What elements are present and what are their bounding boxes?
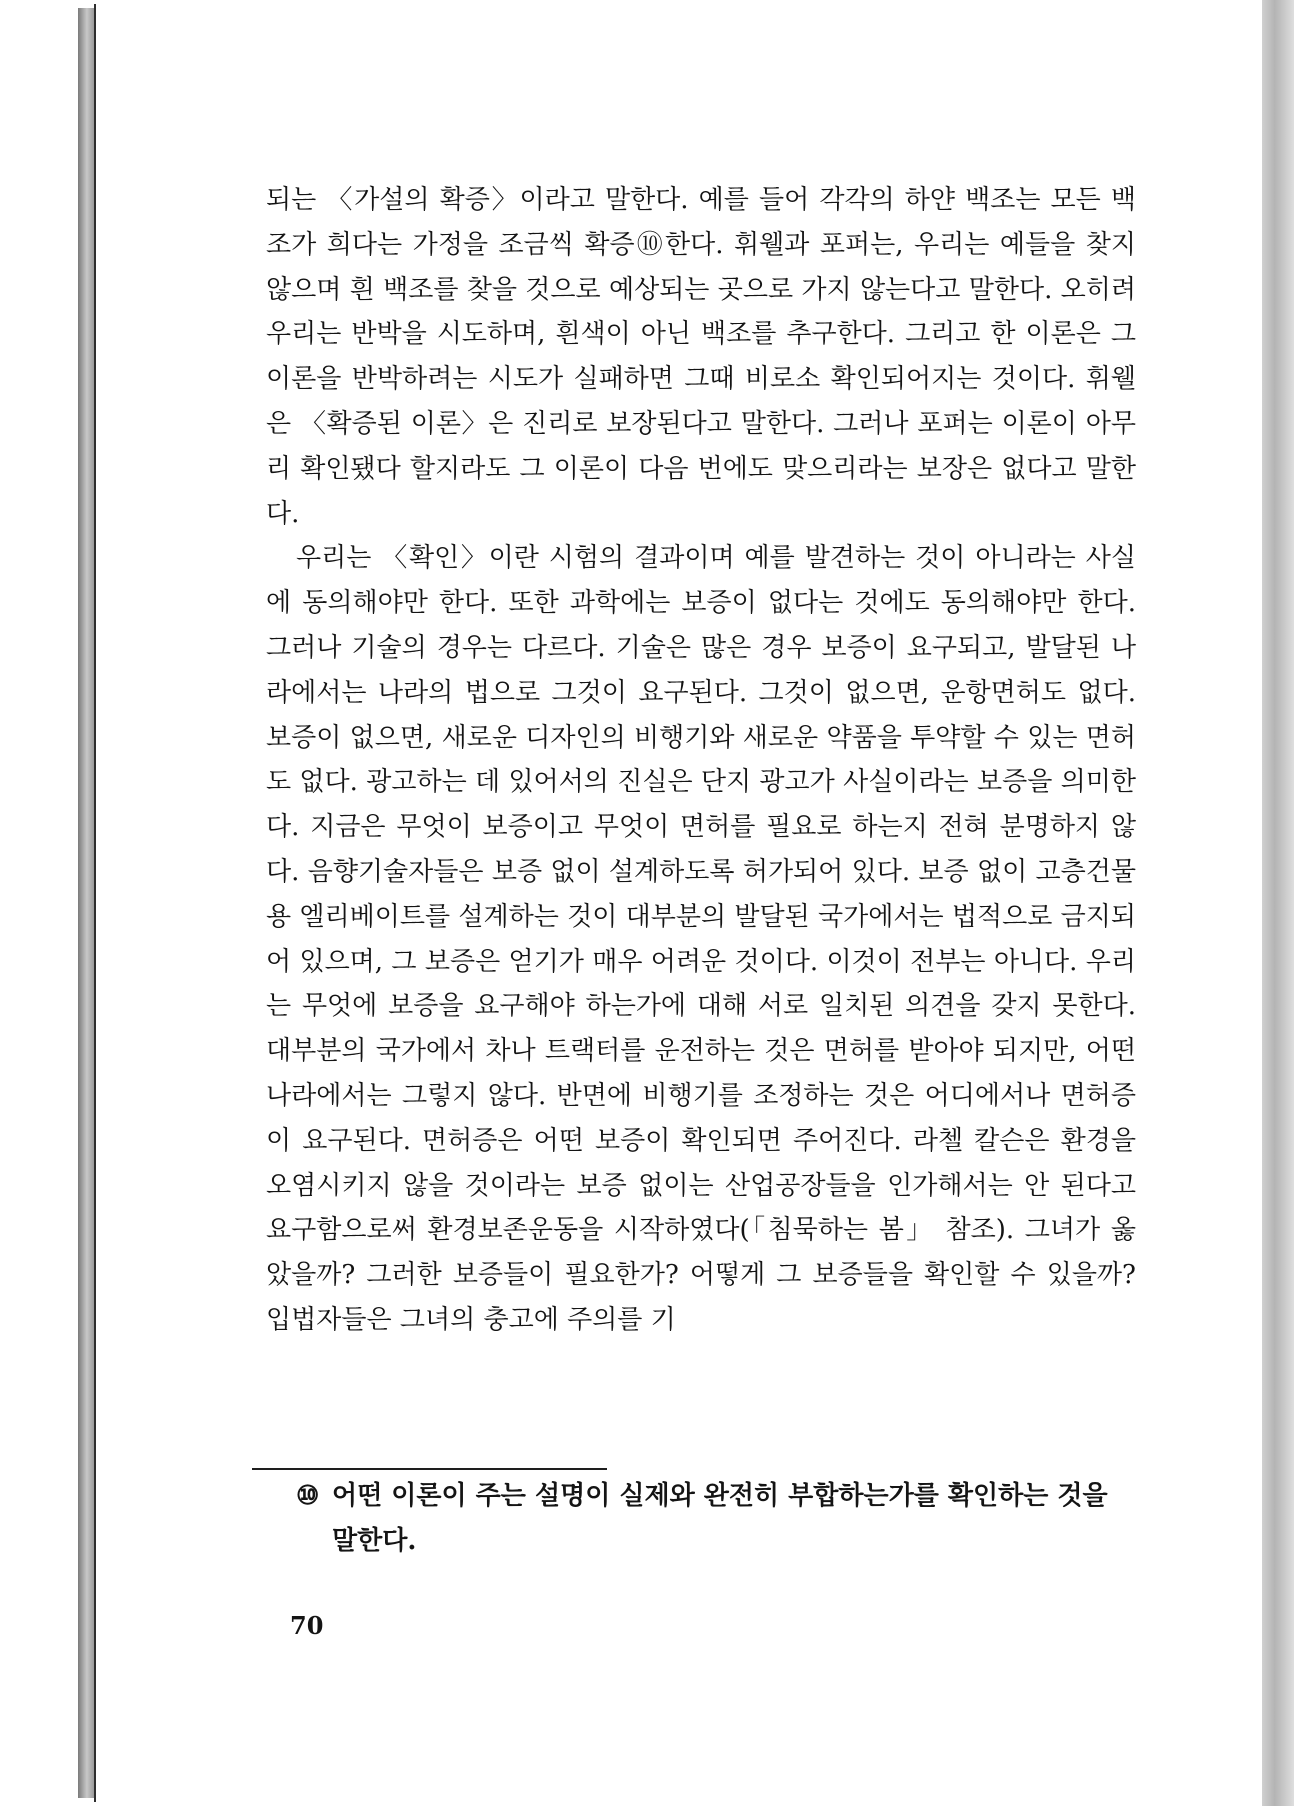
footnote-rule bbox=[252, 1468, 607, 1470]
footnote-text: 어떤 이론이 주는 설명이 실제와 완전히 부합하는가를 확인하는 것을 말한다. bbox=[332, 1481, 1108, 1556]
footnote bbox=[296, 1474, 1134, 1564]
paragraph-2: 우리는 〈확인〉이란 시험의 결과이며 예를 발견하는 것이 아니라는 사실에 동의해야만 한다. 또한 과학에는 보증이 없다는 것에도 동의해야만 한다. 그러나 기술의 경우는 다르다. 기술은 많은 경우 보증이 요구되고, 발달된 나라에서는 나라의 법으로 그것이 요구된다. 그것이 없으면, 운항면허도 없다. 보증이 없으면, 새로운 디자인의 비행기와 새로운 약품을 투약할 수 있는 면허도 없다. 광고하는 데 있어서의 진실은 단지 광고가 사실이라는 보증을 의미한다. 지금은 무엇이 보증이고 무엇이 면허를 필요로 하는지 전혀 분명하지 않다. 음향기술자들은 보증 없이 설계하도록 허가되어 있다. 보증 없이 고층건물용 엘리베이트를 설계하는 것이 대부분의 발달된 국가에서는 법적으로 금지되어 있으며, 그 보증은 얻기가 매우 어려운 것이다. 이것이 전부는 아니다. 우리는 무엇에 보증을 요구해야 하는가에 대해 서로 일치된 의견을 갖지 못한다. 대부분의 국가에서 차나 트랙터를 운전하는 것은 면허를 받아야 되지만, 어떤 나라에서는 그렇지 않다. 반면에 비행기를 조정하는 것은 어디에서나 면허증이 요구된다. 면허증은 어떤 보증이 확인되면 주어진다. 라첼 칼슨은 환경을 오염시키지 않을 것이라는 보증 없이는 산업공장들을 인가해서는 안 된다고 요구함으로써 환경보존운동을 시작하였다(「침묵하는 봄」 참조). 그녀가 옳았을까? 그러한 보증들이 필요한가? 어떻게 그 보증들을 확인할 수 있을까? 입법자들은 그녀의 충고에 주의를 기 bbox=[266, 543, 1136, 1335]
body-text bbox=[266, 178, 1136, 1343]
paragraph-1: 되는 〈가설의 확증〉이라고 말한다. 예를 들어 각각의 하얀 백조는 모든 백조가 희다는 가정을 조금씩 확증⑩한다. 휘웰과 포퍼는, 우리는 예들을 찾지 않으며 흰 백조를 찾을 것으로 예상되는 곳으로 가지 않는다고 말한다. 오히려 우리는 반박을 시도하며, 흰색이 아닌 백조를 추구한다. 그리고 한 이론은 그 이론을 반박하려는 시도가 실패하면 그때 비로소 확인되어지는 것이다. 휘웰은 〈확증된 이론〉은 진리로 보장된다고 말한다. 그러나 포퍼는 이론이 아무리 확인됐다 할지라도 그 이론이 다음 번에도 맞으리라는 보장은 없다고 말한다. bbox=[266, 185, 1136, 529]
footnote-marker: ⑩ bbox=[296, 1481, 320, 1511]
page-number: 70 bbox=[290, 1611, 324, 1640]
book-spine bbox=[78, 8, 94, 1798]
page-stack-edge bbox=[1262, 0, 1294, 1806]
